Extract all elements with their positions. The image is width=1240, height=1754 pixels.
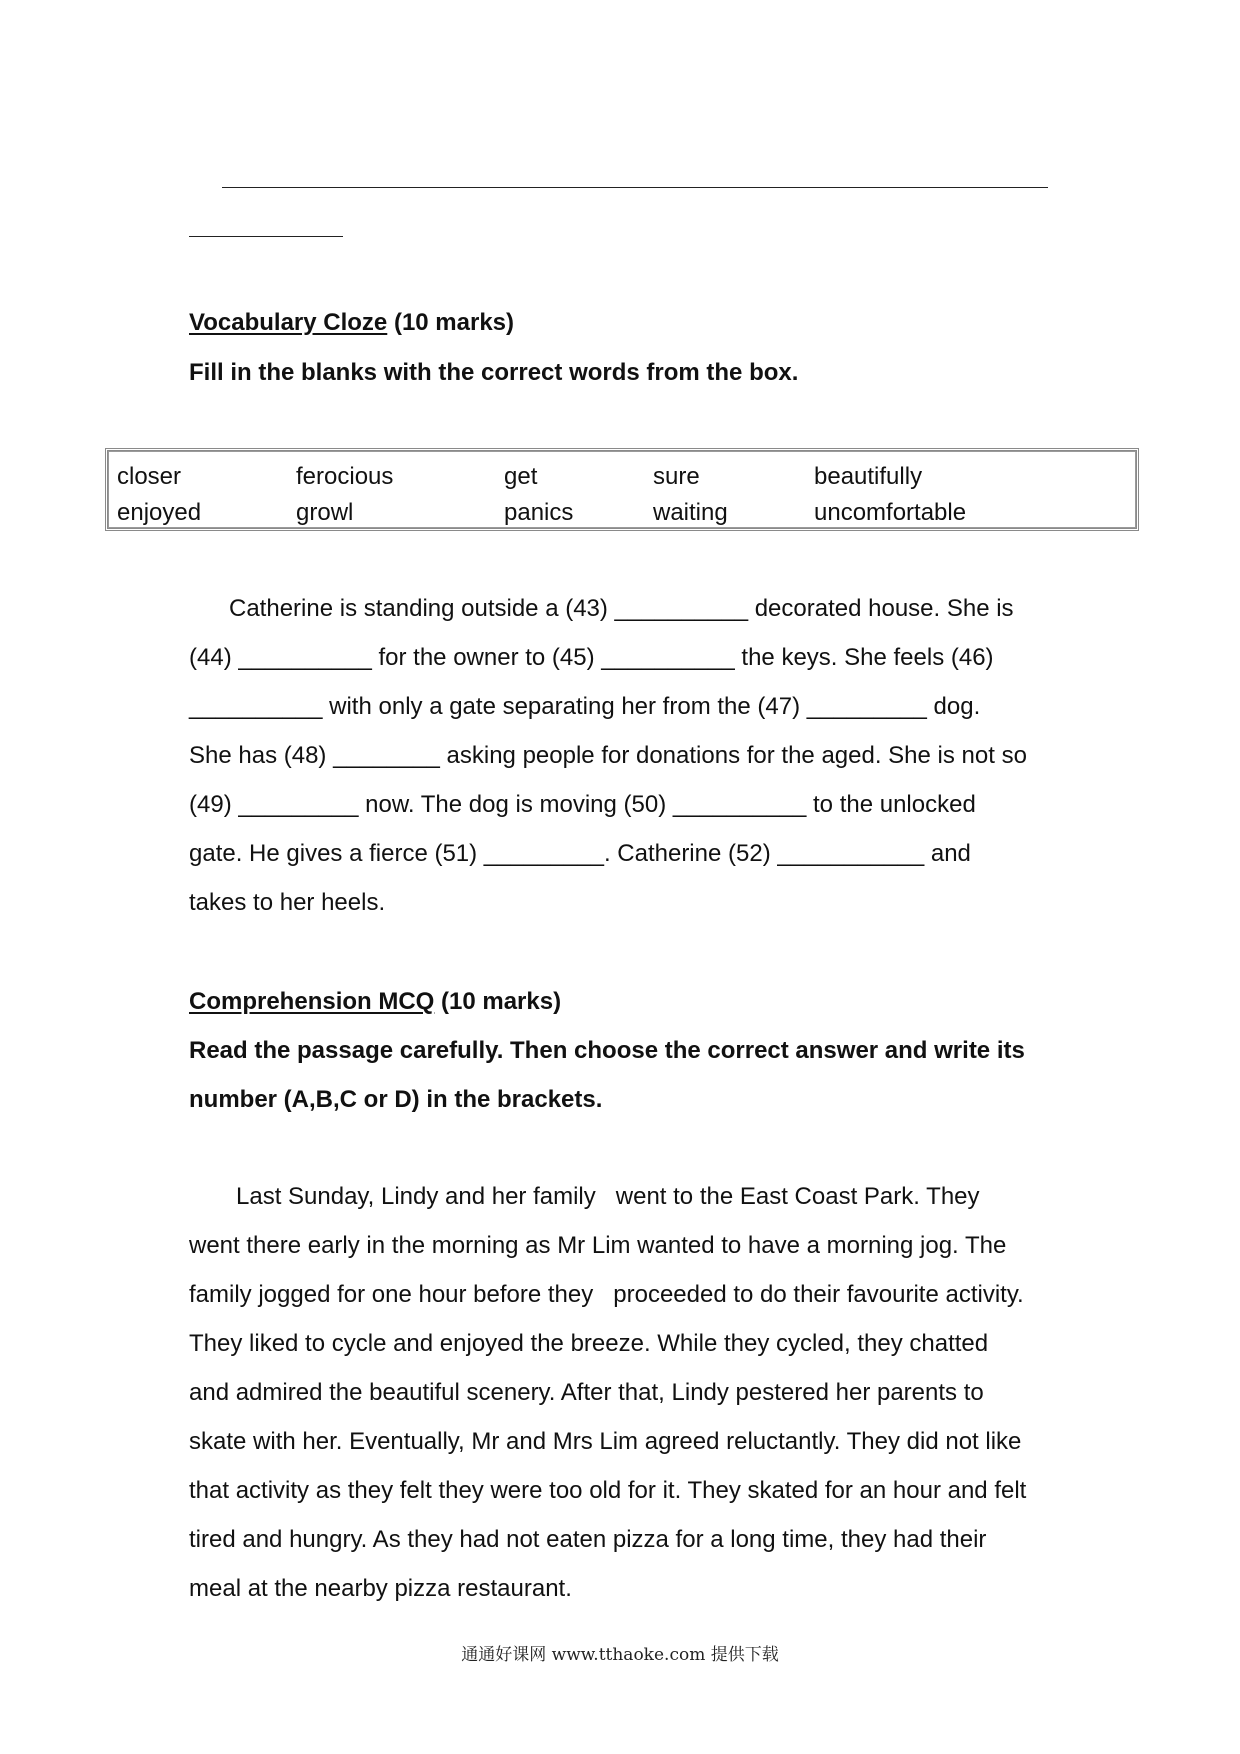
vocabulary-heading-title: Vocabulary Cloze <box>189 309 388 336</box>
word-box-item: uncomfortable <box>814 499 967 526</box>
passage-line: (49) _________ now. The dog is moving (50) __________ to the unlocked <box>189 791 976 818</box>
word-box-item: get <box>504 463 538 490</box>
passage-line: and admired the beautiful scenery. After that, Lindy pestered her parents to <box>189 1379 984 1406</box>
comprehension-heading-title: Comprehension MCQ <box>189 988 435 1015</box>
comprehension-instruction-line: Read the passage carefully. Then choose the correct answer and write its <box>189 1037 1025 1064</box>
passage-line: Last Sunday, Lindy and her family went to the East Coast Park. They <box>236 1183 980 1210</box>
passage-line: They liked to cycle and enjoyed the breeze. While they cycled, they chatted <box>189 1330 989 1357</box>
passage-line: (44) __________ for the owner to (45) __________ the keys. She feels (46) <box>189 644 994 671</box>
word-box-item: enjoyed <box>117 499 202 526</box>
word-box <box>105 448 1139 531</box>
vocabulary-heading <box>189 309 514 337</box>
word-box-item: beautifully <box>814 463 923 490</box>
comprehension-heading <box>189 988 561 1016</box>
answer-line-short <box>189 236 343 237</box>
passage-line: tired and hungry. As they had not eaten pizza for a long time, they had their <box>189 1526 987 1553</box>
passage-line: She has (48) ________ asking people for donations for the aged. She is not so <box>189 742 1027 769</box>
answer-line-long <box>222 187 1048 188</box>
passage-line: skate with her. Eventually, Mr and Mrs Lim agreed reluctantly. They did not like <box>189 1428 1022 1455</box>
passage-line: that activity as they felt they were too old for it. They skated for an hour and felt <box>189 1477 1027 1504</box>
vocabulary-instruction: Fill in the blanks with the correct words from the box. <box>189 359 799 386</box>
passage-line: went there early in the morning as Mr Lim wanted to have a morning jog. The <box>189 1232 1007 1259</box>
passage-line: __________ with only a gate separating her from the (47) _________ dog. <box>189 693 981 720</box>
passage-line: family jogged for one hour before they proceeded to do their favourite activity. <box>189 1281 1024 1308</box>
page-footer: 通通好课网 www.tthaoke.com 提供下载 <box>461 1645 779 1665</box>
vocabulary-heading-marks: (10 marks) <box>387 309 515 336</box>
passage-line: gate. He gives a fierce (51) _________. Catherine (52) ___________ and <box>189 840 971 867</box>
word-box-item: growl <box>296 499 354 526</box>
passage-line: Catherine is standing outside a (43) __________ decorated house. She is <box>229 595 1014 622</box>
word-box-item: closer <box>117 463 182 490</box>
passage-line: meal at the nearby pizza restaurant. <box>189 1575 572 1602</box>
comprehension-heading-marks: (10 marks) <box>434 988 562 1015</box>
word-box-item: ferocious <box>296 463 394 490</box>
passage-line: takes to her heels. <box>189 889 386 916</box>
comprehension-instruction-line: number (A,B,C or D) in the brackets. <box>189 1086 603 1113</box>
word-box-item: sure <box>653 463 700 490</box>
word-box-item: waiting <box>653 499 728 526</box>
word-box-item: panics <box>504 499 574 526</box>
